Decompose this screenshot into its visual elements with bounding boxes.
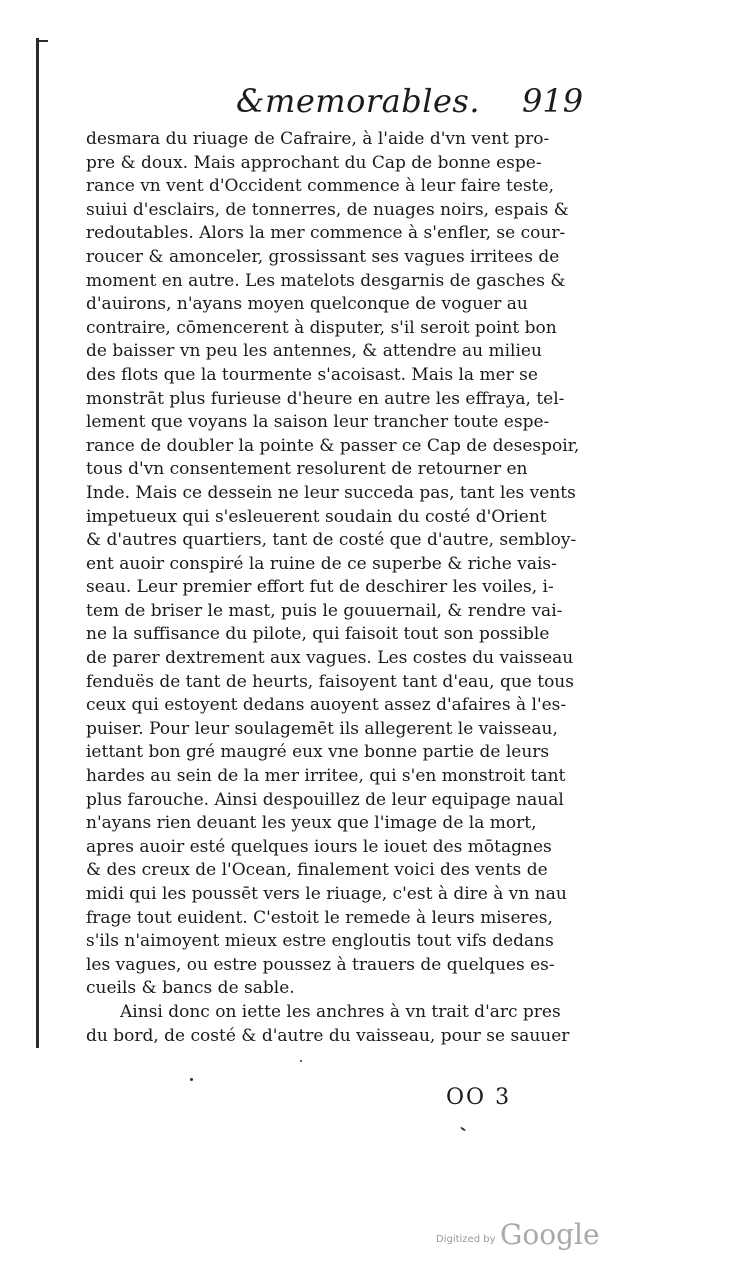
text-line: moment en autre. Les matelots desgarnis de gasches & bbox=[86, 270, 566, 291]
text-line: impetueux qui s'esleuerent soudain du costé d'Orient bbox=[86, 506, 547, 527]
text-line: monstrāt plus furieuse d'heure en autre les effraya, tel- bbox=[86, 388, 565, 409]
text-line: puiser. Pour leur soulagemēt ils allegerent le vaisseau, bbox=[86, 718, 558, 739]
text-line: & des creux de l'Ocean, finalement voici des vents de bbox=[86, 860, 548, 881]
signature-mark: OO 3 bbox=[446, 1085, 512, 1110]
ink-speck bbox=[300, 1060, 302, 1062]
text-line: de baisser vn peu les antennes, & attendre au milieu bbox=[86, 341, 542, 362]
scan-watermark bbox=[436, 1218, 626, 1258]
text-line: ent auoir conspiré la ruine de ce superbe & riche vais- bbox=[86, 553, 557, 574]
text-line: seau. Leur premier effort fut de deschirer les voiles, i- bbox=[86, 577, 554, 598]
text-line: tous d'vn consentement resolurent de retourner en bbox=[86, 459, 528, 480]
text-line: fenduës de tant de heurts, faisoyent tant d'eau, que tous bbox=[86, 671, 574, 692]
page-edge-line bbox=[36, 38, 39, 1048]
text-line: rance vn vent d'Occident commence à leur faire teste, bbox=[86, 176, 554, 197]
text-line: les vagues, ou estre poussez à trauers de quelques es- bbox=[86, 954, 555, 975]
page-corner-mark bbox=[36, 40, 48, 42]
text-line: apres auoir esté quelques iours le iouet des mōtagnes bbox=[86, 836, 552, 857]
text-line: ne la suffisance du pilote, qui faisoit tout son possible bbox=[86, 624, 550, 645]
page-header bbox=[86, 82, 623, 126]
page-number: 919 bbox=[522, 82, 584, 120]
text-line: tem de briser le mast, puis le gouuernail, & rendre vai- bbox=[86, 600, 563, 621]
text-line: contraire, cōmencerent à disputer, s'il seroit point bon bbox=[86, 317, 557, 338]
text-line: frage tout euident. C'estoit le remede à leurs miseres, bbox=[86, 907, 553, 928]
text-line: rance de doubler la pointe & passer ce Cap de desespoir, bbox=[86, 435, 580, 456]
text-line: redoutables. Alors la mer commence à s'enfler, se cour- bbox=[86, 223, 566, 244]
text-line: plus farouche. Ainsi despouillez de leur equipage naual bbox=[86, 789, 564, 810]
text-line: pre & doux. Mais approchant du Cap de bonne espe- bbox=[86, 152, 542, 173]
text-line: Inde. Mais ce dessein ne leur succeda pas, tant les vents bbox=[86, 482, 576, 503]
text-line: hardes au sein de la mer irritee, qui s'en monstroit tant bbox=[86, 766, 566, 787]
google-logo: Google bbox=[500, 1218, 600, 1251]
text-line: n'ayans rien deuant les yeux que l'image de la mort, bbox=[86, 813, 537, 834]
text-line: ceux qui estoyent dedans auoyent assez d'afaires à l'es- bbox=[86, 695, 567, 716]
text-line: d'auirons, n'ayans moyen quelconque de voguer au bbox=[86, 294, 528, 315]
text-line: cueils & bancs de sable. bbox=[86, 978, 295, 999]
text-line: lement que voyans la saison leur trancher toute espe- bbox=[86, 412, 550, 433]
running-head: &memorables. bbox=[236, 82, 480, 120]
text-line: iettant bon gré maugré eux vne bonne partie de leurs bbox=[86, 742, 550, 763]
text-line: s'ils n'aimoyent mieux estre engloutis tout vifs dedans bbox=[86, 931, 554, 952]
ink-speck bbox=[190, 1078, 193, 1081]
text-line: midi qui les poussēt vers le riuage, c'est à dire à vn nau bbox=[86, 884, 567, 904]
paragraph-1 bbox=[86, 128, 600, 1001]
text-line: du bord, de costé & d'autre du vaisseau, pour se sauuer bbox=[86, 1025, 570, 1046]
text-line: suiui d'esclairs, de tonnerres, de nuages noirs, espais & bbox=[86, 199, 569, 220]
text-line: Ainsi donc on iette les anchres à vn trait d'arc pres bbox=[120, 1001, 561, 1022]
text-line: desmara du riuage de Cafraire, à l'aide d'vn vent pro- bbox=[86, 129, 550, 149]
ink-speck bbox=[460, 1126, 466, 1131]
paragraph-2 bbox=[86, 1001, 600, 1048]
digitized-by-label: Digitized by bbox=[436, 1234, 496, 1245]
text-line: roucer & amonceler, grossissant ses vagues irritees de bbox=[86, 246, 560, 267]
body-text bbox=[86, 128, 600, 1048]
text-line: de parer dextrement aux vagues. Les costes du vaisseau bbox=[86, 648, 574, 669]
text-line: des flots que la tourmente s'acoisast. Mais la mer se bbox=[86, 364, 538, 385]
text-line: & d'autres quartiers, tant de costé que d'autre, sembloy- bbox=[86, 530, 577, 551]
